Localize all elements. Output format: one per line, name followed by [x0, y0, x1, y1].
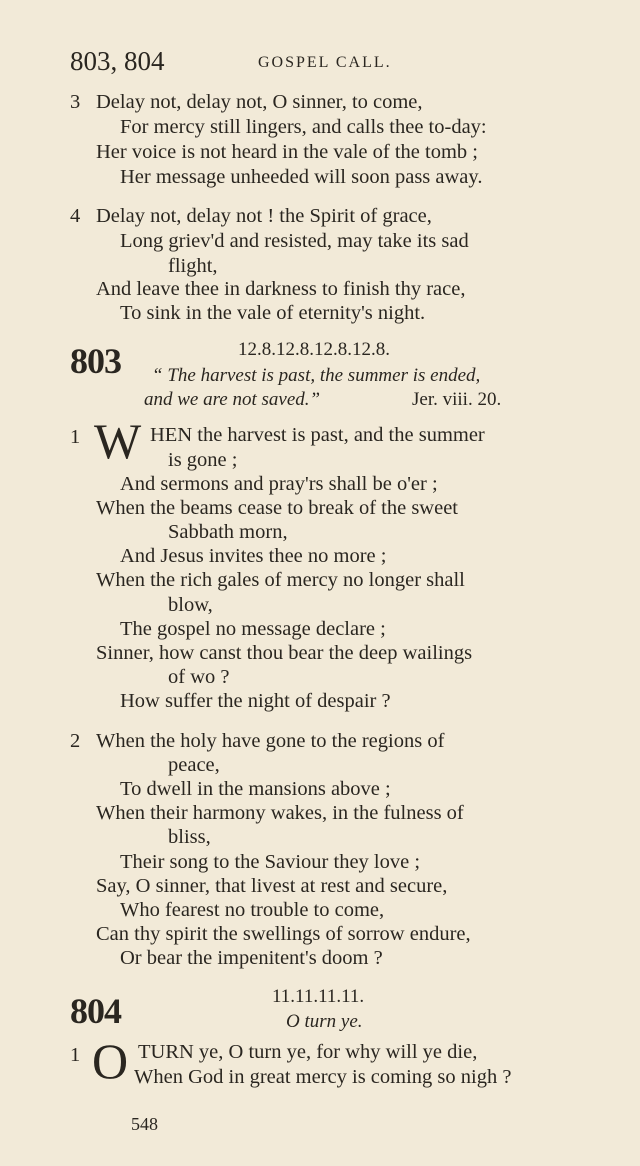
verse-line: Their song to the Saviour they love ; — [120, 851, 421, 873]
stanza-number: 4 — [70, 205, 81, 227]
verse-line: flight, — [168, 255, 218, 277]
verse-line: When the rich gales of mercy no longer shall — [96, 569, 465, 591]
verse-line: Sabbath morn, — [168, 521, 288, 543]
verse-line: TURN ye, O turn ye, for why will ye die, — [138, 1041, 478, 1063]
verse-line: When the beams cease to break of the sweet — [96, 497, 459, 519]
stanza-number: 1 — [70, 1044, 81, 1066]
verse-line: blow, — [168, 594, 213, 616]
hymn-epigraph: “ The harvest is past, the summer is ended, — [152, 365, 481, 386]
verse-line: Can thy spirit the swellings of sorrow endure, — [96, 923, 471, 945]
verse-line: Her message unheeded will soon pass away. — [120, 166, 483, 188]
verse-line: bliss, — [168, 826, 211, 848]
verse-line: How suffer the night of despair ? — [120, 690, 391, 712]
hymn-number: 804 — [70, 991, 121, 1031]
header-hymn-numbers: 803, 804 — [70, 46, 165, 76]
verse-line: Say, O sinner, that livest at rest and secure, — [96, 875, 448, 897]
verse-line: Or bear the impenitent's doom ? — [120, 947, 383, 969]
verse-line: When the holy have gone to the regions of — [96, 730, 445, 752]
verse-line: HEN the harvest is past, and the summer — [150, 424, 485, 446]
verse-line: Delay not, delay not, O sinner, to come, — [96, 91, 423, 113]
verse-line: To sink in the vale of eternity's night. — [120, 302, 426, 324]
verse-line: When their harmony wakes, in the fulness of — [96, 802, 464, 824]
stanza-number: 1 — [70, 426, 81, 448]
page-number: 548 — [131, 1114, 158, 1134]
verse-line: Who fearest no trouble to come, — [120, 899, 385, 921]
verse-line: And sermons and pray'rs shall be o'er ; — [120, 473, 438, 495]
hymn-subtitle: O turn ye. — [286, 1011, 363, 1032]
verse-line: When God in great mercy is coming so nigh ? — [134, 1066, 512, 1088]
verse-line: To dwell in the mansions above ; — [120, 778, 391, 800]
verse-line: of wo ? — [168, 666, 230, 688]
verse-line: is gone ; — [168, 449, 238, 471]
stanza-number: 3 — [70, 91, 81, 113]
verse-line: Delay not, delay not ! the Spirit of grace, — [96, 205, 432, 227]
verse-line: Sinner, how canst thou bear the deep wailings — [96, 642, 473, 664]
scripture-reference: Jer. viii. 20. — [412, 389, 502, 410]
drop-cap: O — [92, 1033, 129, 1089]
header-title: GOSPEL CALL. — [258, 54, 392, 71]
verse-line: And Jesus invites thee no more ; — [120, 545, 387, 567]
verse-line: For mercy still lingers, and calls thee to-day: — [120, 116, 487, 138]
verse-line: Long griev'd and resisted, may take its sad — [120, 230, 469, 252]
drop-cap: W — [94, 413, 142, 469]
hymn-epigraph: and we are not saved.” — [144, 389, 321, 410]
verse-line: peace, — [168, 754, 220, 776]
hymn-meter: 11.11.11.11. — [272, 986, 365, 1007]
hymn-meter: 12.8.12.8.12.8.12.8. — [238, 339, 390, 360]
verse-line: The gospel no message declare ; — [120, 618, 386, 640]
verse-line: Her voice is not heard in the vale of the tomb ; — [96, 141, 478, 163]
hymn-number: 803 — [70, 341, 121, 381]
stanza-number: 2 — [70, 730, 81, 752]
verse-line: And leave thee in darkness to finish thy race, — [96, 278, 466, 300]
